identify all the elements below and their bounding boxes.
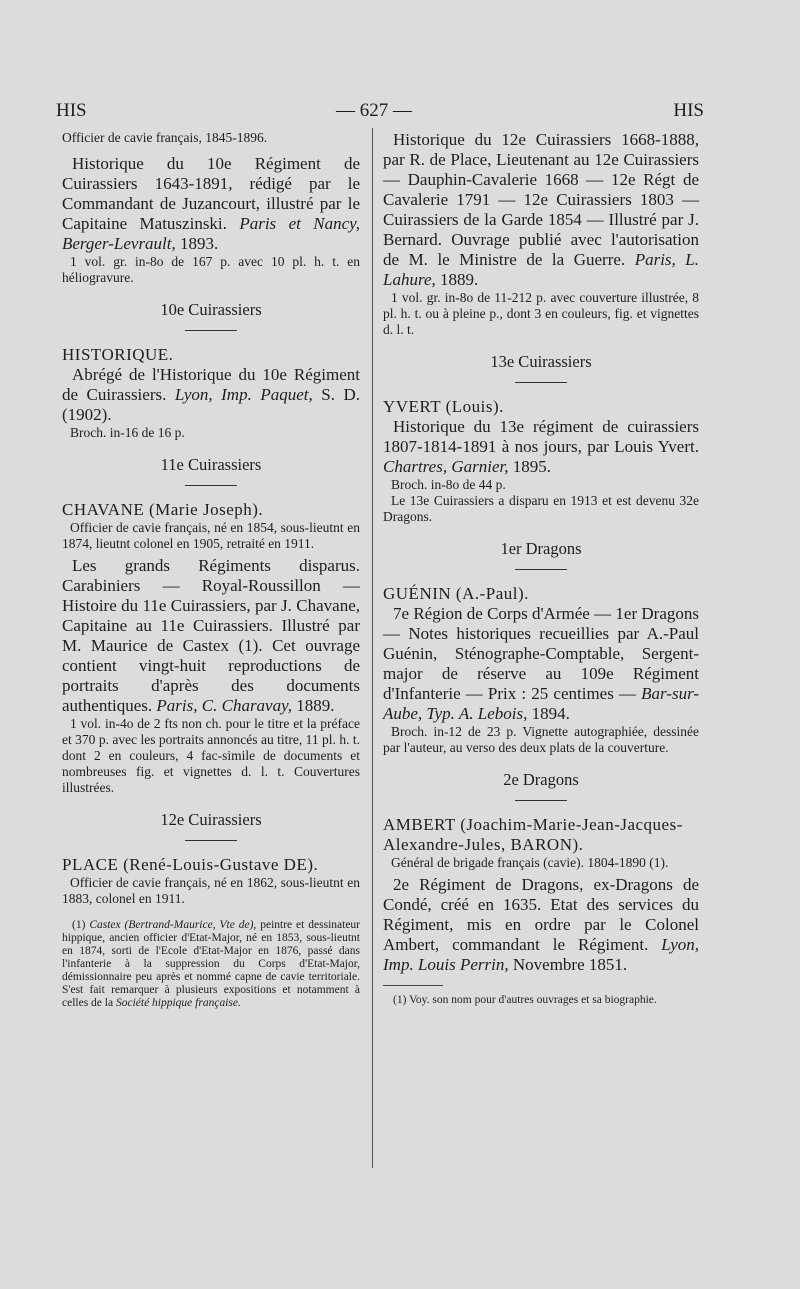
section-rule <box>515 382 567 383</box>
header-left: HIS <box>56 100 87 121</box>
section-heading-12e: 12e Cuirassiers <box>160 810 262 829</box>
entry-guenin-desc: Broch. in-12 de 23 p. Vignette autographiée, dessinée par l'auteur, au verso des deux plats de la couverture. <box>383 724 699 755</box>
entry-chavane-work: Les grands Régiments disparus. Carabiniers — Royal-Roussillon — Histoire du 11e Cuirassiers, par J. Chavane, Capitaine au 11e Cuirassiers. Illustré par M. Maurice de Castex (1). Cet ouvrage contient vingt-huit reproductions de portraits d'après des documents authentiques. Paris, C. Charavay, 1889. <box>62 556 360 715</box>
section-rule <box>515 569 567 570</box>
entry-hist10-desc: 1 vol. gr. in-8o de 167 p. avec 10 pl. h. t. en héliogravure. <box>62 254 360 285</box>
section-heading-1er-dragons: 1er Dragons <box>500 539 582 558</box>
entry-head-yvert: YVERT (Louis). <box>383 397 504 416</box>
entry-place-bio: Officier de cavie français, né en 1862, sous-lieutnt en 1883, colonel en 1911. <box>62 875 360 906</box>
column-divider <box>372 128 373 1168</box>
entry-head-place: PLACE (René-Louis-Gustave DE). <box>62 855 319 874</box>
page-number: — 627 — <box>336 100 412 121</box>
section-heading-10e: 10e Cuirassiers <box>160 300 262 319</box>
entry-yvert-desc: Broch. in-8o de 44 p. <box>391 477 506 492</box>
footnote-castex: (1) Castex (Bertrand-Maurice, Vte de), peintre et dessinateur hippique, ancien officier d'Etat-Major, né en 1853, sous-lieutnt en 1874, sorti de l'Ecole d'Etat-Major en 1876, passé dans l'infanterie à la suppression du Corps d'Etat-Major, démissionnaire peu après et nommé capne de cavie territoriale. S'est fait remarquer à plusieurs expositions et notamment à celles de la Société hippique française. <box>62 919 361 1009</box>
entry-chavane-desc: 1 vol. in-4o de 2 fts non ch. pour le titre et la préface et 370 p. avec les portraits annoncés au titre, 11 pl. h. t. dont 2 en couleurs, 4 fac-simile de documents et nombreuses fig. et vignettes d. l. t. Couvertures illustrées. <box>62 716 360 795</box>
footnote-ambert: (1) Voy. son nom pour d'autres ouvrages et sa biographie. <box>393 994 657 1006</box>
footnote-rule <box>383 985 443 986</box>
section-rule <box>185 330 237 331</box>
entry-abrege-desc: Broch. in-16 de 16 p. <box>70 425 185 440</box>
entry-ambert-bio: Général de brigade français (cavie). 1804-1890 (1). <box>391 855 669 870</box>
left-column <box>62 130 360 1010</box>
entry-abrege-text: Abrégé de l'Historique du 10e Régiment de Cuirassiers. Lyon, Imp. Paquet, S. D. (1902). <box>62 365 361 424</box>
entry-head-chavane: CHAVANE (Marie Joseph). <box>62 500 264 519</box>
continued-officer-note: Officier de cavie français, 1845-1896. <box>62 130 268 145</box>
section-heading-13e: 13e Cuirassiers <box>490 352 592 371</box>
right-column <box>383 130 699 1007</box>
entry-guenin-work: 7e Région de Corps d'Armée — 1er Dragons — Notes historiques recueillies par A.-Paul Guénin, Sténographe-Comptable, Sergent-major de réserve au 109e Régiment d'Infanterie — Prix : 25 centimes — Bar-sur-Aube, Typ. A. Lebois, 1894. <box>383 604 700 723</box>
section-rule <box>185 840 237 841</box>
entry-yvert-note: Le 13e Cuirassiers a disparu en 1913 et est devenu 32e Dragons. <box>383 493 699 524</box>
entry-ambert-work: 2e Régiment de Dragons, ex-Dragons de Condé, créé en 1635. Etat des services du Régiment, mis en ordre par le Colonel Ambert, commandant le Régiment. Lyon, Imp. Louis Perrin, Novembre 1851. <box>383 875 700 974</box>
section-rule <box>185 485 237 486</box>
entry-head-historique: HISTORIQUE. <box>62 345 174 364</box>
entry-chavane-bio: Officier de cavie français, né en 1854, sous-lieutnt en 1874, lieutnt colonel en 1905, retraité en 1911. <box>62 520 360 551</box>
section-heading-2e-dragons: 2e Dragons <box>503 770 579 789</box>
entry-hist10-text: Historique du 10e Régiment de Cuirassiers 1643-1891, rédigé par le Commandant de Juzancourt, illustré par le Capitaine Matuszinski. Paris et Nancy, Berger-Levrault, 1893. <box>62 154 360 253</box>
running-head <box>56 100 704 124</box>
entry-hist12-text: Historique du 12e Cuirassiers 1668-1888, par R. de Place, Lieutenant au 12e Cuirassiers — Dauphin-Cavalerie 1668 — 12e Régt de Cavalerie 1791 — 12e Cuirassiers 1803 — Cuirassiers de la Garde 1854 — Illustré par J. Bernard. Ouvrage publié avec l'autorisation de M. le Ministre de la Guerre. Paris, L. Lahure, 1889. <box>383 130 700 289</box>
entry-head-ambert: AMBERT (Joachim-Marie-Jean-Jacques-Alexandre-Jules, BARON). <box>383 815 683 854</box>
entry-head-guenin: GUÉNIN (A.-Paul). <box>383 584 529 603</box>
header-right: HIS <box>673 100 704 121</box>
section-heading-11e: 11e Cuirassiers <box>160 455 262 474</box>
entry-hist12-desc: 1 vol. gr. in-8o de 11-212 p. avec couverture illustrée, 8 pl. h. t. ou à pleine p., dont 3 en couleurs, fig. et vignettes d. l. t. <box>383 290 699 337</box>
entry-yvert-work: Historique du 13e régiment de cuirassiers 1807-1814-1891 à nos jours, par Louis Yvert. Chartres, Garnier, 1895. <box>383 417 699 476</box>
section-rule <box>515 800 567 801</box>
